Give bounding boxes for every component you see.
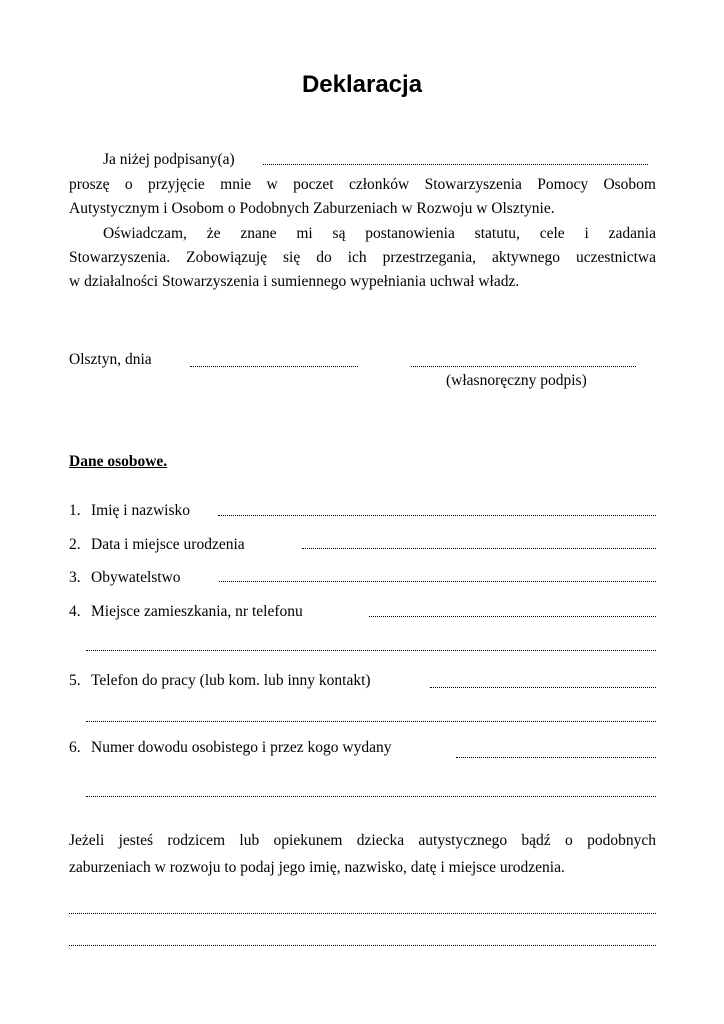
field-label-work-phone: Telefon do pracy (lub kom. lub inny kontakt) — [91, 672, 371, 689]
place-date-label: Olsztyn, dnia — [69, 351, 152, 368]
date-fill-line[interactable] — [190, 366, 358, 367]
signature-fill-line[interactable] — [411, 366, 636, 367]
declaration-intro: Ja niżej podpisany(a) — [103, 151, 235, 168]
child-info-fill-line-1[interactable] — [69, 913, 656, 914]
field-number: 4. — [69, 603, 81, 620]
declaration-line-4: Oświadczam, że znane mi są postanowienia statutu, cele i zadania — [103, 225, 656, 242]
field-number: 5. — [69, 672, 81, 689]
field-number: 3. — [69, 569, 81, 586]
id-document-fill-line[interactable] — [456, 757, 656, 758]
work-phone-fill-line-2[interactable] — [86, 721, 656, 722]
id-document-fill-line-2[interactable] — [86, 796, 656, 797]
birth-date-place-fill-line[interactable] — [302, 548, 656, 549]
work-phone-fill-line[interactable] — [430, 687, 656, 688]
declaration-line-2: proszę o przyjęcie mnie w poczet członków Stowarzyszenia Pomocy Osobom — [69, 176, 656, 193]
declaration-line-3: Autystycznym i Osobom o Podobnych Zaburzeniach w Rozwoju w Olsztynie. — [69, 200, 555, 217]
name-fill-line[interactable] — [263, 164, 648, 165]
field-label-full-name: Imię i nazwisko — [91, 502, 191, 519]
field-label-id-document: Numer dowodu osobistego i przez kogo wydany — [91, 739, 392, 756]
personal-data-heading: Dane osobowe. — [69, 453, 168, 470]
child-info-line-2: zaburzeniach w rozwoju to podaj jego imię, nazwisko, datę i miejsce urodzenia. — [69, 859, 565, 876]
field-label-address-phone: Miejsce zamieszkania, nr telefonu — [91, 603, 303, 620]
declaration-line-6: w działalności Stowarzyszenia i sumiennego wypełniania uchwał władz. — [69, 273, 520, 290]
field-label-citizenship: Obywatelstwo — [91, 569, 181, 586]
field-number: 2. — [69, 536, 81, 553]
field-label-birth-date-place: Data i miejsce urodzenia — [91, 536, 245, 553]
citizenship-fill-line[interactable] — [219, 581, 656, 582]
field-number: 1. — [69, 502, 81, 519]
field-number: 6. — [69, 739, 81, 756]
page-title: Deklaracja — [301, 71, 423, 98]
declaration-line-5: Stowarzyszenia. Zobowiązuję się do ich przestrzegania, aktywnego uczestnictwa — [69, 249, 656, 266]
full-name-fill-line[interactable] — [218, 515, 656, 516]
address-phone-fill-line-2[interactable] — [86, 650, 656, 651]
signature-caption: (własnoręczny podpis) — [446, 372, 587, 389]
child-info-line-1: Jeżeli jesteś rodzicem lub opiekunem dziecka autystycznego bądź o podobnych — [69, 832, 656, 849]
address-phone-fill-line[interactable] — [369, 616, 656, 617]
child-info-fill-line-2[interactable] — [69, 945, 656, 946]
